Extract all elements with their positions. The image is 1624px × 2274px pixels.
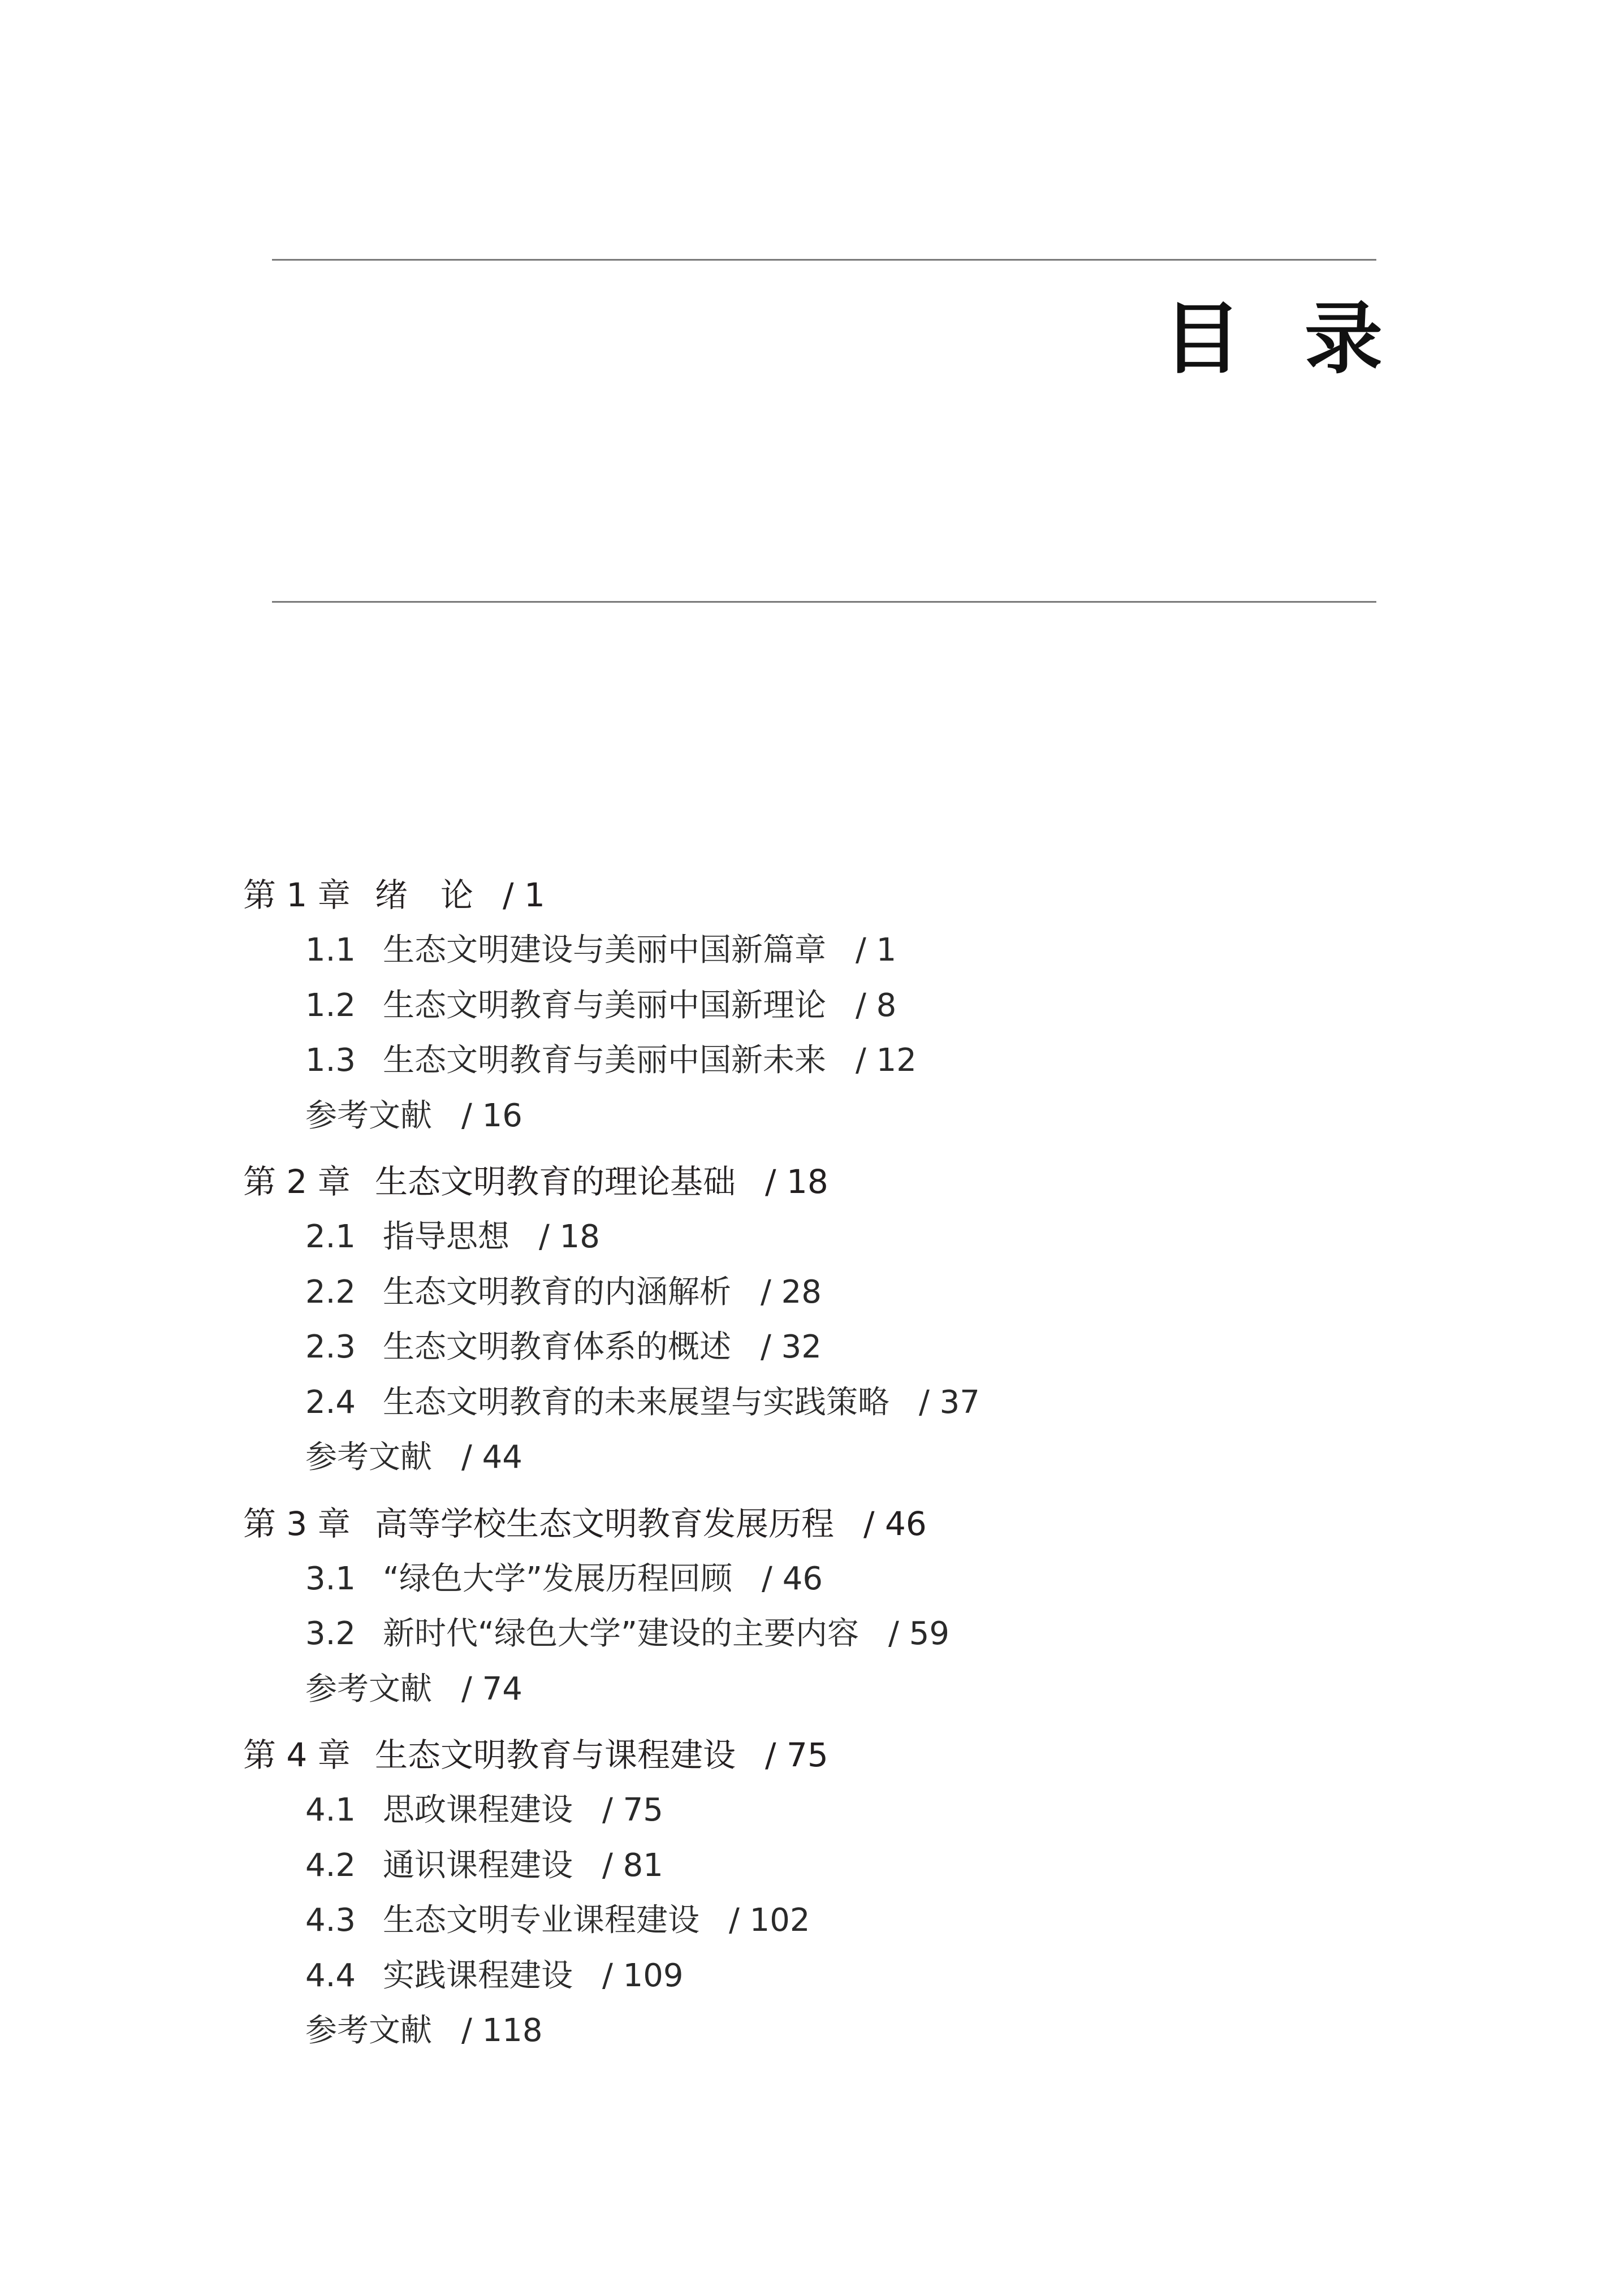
section-title: 生态文明教育与美丽中国新理论 <box>383 987 826 1024</box>
chapter-number: 第 3 章 <box>243 1504 351 1543</box>
references-label: 参考文献 <box>305 1439 432 1476</box>
section-page: / 75 <box>602 1792 663 1828</box>
references-label: 参考文献 <box>305 2012 432 2049</box>
section-page: / 37 <box>919 1384 980 1421</box>
chapter-heading[interactable] <box>243 868 1431 923</box>
section-page: / 1 <box>856 932 897 969</box>
section-entry[interactable] <box>243 1033 1431 1088</box>
section-number: 3.2 <box>305 1615 356 1652</box>
chapter-number: 第 2 章 <box>243 1162 351 1201</box>
references-entry[interactable] <box>243 1088 1431 1144</box>
section-entry[interactable] <box>243 978 1431 1034</box>
section-entry[interactable] <box>243 1606 1431 1662</box>
chapter-title: 绪 论 <box>375 876 474 914</box>
chapter-page: / 46 <box>863 1504 927 1543</box>
section-entry[interactable] <box>243 1783 1431 1838</box>
section-entry[interactable] <box>243 1209 1431 1265</box>
chapter-title: 生态文明教育的理论基础 <box>375 1162 736 1201</box>
section-number: 1.3 <box>305 1042 356 1079</box>
chapter-heading[interactable] <box>243 1155 1431 1209</box>
section-page: / 32 <box>761 1329 822 1365</box>
references-entry[interactable] <box>243 2003 1431 2059</box>
section-entry[interactable] <box>243 1265 1431 1320</box>
section-entry[interactable] <box>243 1838 1431 1893</box>
section-page: / 8 <box>856 987 897 1024</box>
bottom-divider <box>272 601 1376 603</box>
section-page: / 118 <box>461 2012 543 2049</box>
section-number: 4.3 <box>305 1902 356 1939</box>
section-page: / 16 <box>461 1097 522 1134</box>
section-page: / 109 <box>602 1957 684 1994</box>
section-title: 生态文明教育与美丽中国新未来 <box>383 1042 826 1079</box>
section-page: / 81 <box>602 1847 663 1884</box>
section-number: 2.3 <box>305 1329 356 1365</box>
section-title: 生态文明教育体系的概述 <box>383 1329 731 1365</box>
chapter-heading[interactable] <box>243 1497 1431 1551</box>
toc-chapter <box>243 1155 1431 1485</box>
section-number: 4.1 <box>305 1792 356 1828</box>
section-number: 1.1 <box>305 932 356 969</box>
chapter-number: 第 1 章 <box>243 876 351 914</box>
section-title: 生态文明建设与美丽中国新篇章 <box>383 932 826 969</box>
chapter-title: 生态文明教育与课程建设 <box>375 1736 736 1774</box>
table-of-contents <box>243 868 1431 2070</box>
section-page: / 59 <box>888 1615 949 1652</box>
title-char-2: 录 <box>1305 293 1383 384</box>
section-entry[interactable] <box>243 1551 1431 1607</box>
section-title: 实践课程建设 <box>383 1957 573 1994</box>
section-page: / 44 <box>461 1439 522 1476</box>
toc-chapter <box>243 868 1431 1143</box>
chapter-page: / 1 <box>503 876 545 914</box>
references-label: 参考文献 <box>305 1097 432 1134</box>
chapter-page: / 18 <box>765 1162 828 1201</box>
toc-chapter <box>243 1728 1431 2059</box>
section-number: 4.2 <box>305 1847 356 1884</box>
section-page: / 74 <box>461 1670 522 1707</box>
references-entry[interactable] <box>243 1430 1431 1485</box>
section-number: 1.2 <box>305 987 356 1024</box>
section-entry[interactable] <box>243 1320 1431 1375</box>
section-title: 通识课程建设 <box>383 1847 573 1884</box>
section-page: / 102 <box>729 1902 810 1939</box>
section-number: 2.4 <box>305 1384 356 1421</box>
section-title: 生态文明专业课程建设 <box>383 1902 699 1939</box>
section-entry[interactable] <box>243 1375 1431 1430</box>
section-title: 指导思想 <box>383 1218 509 1255</box>
section-title: 新时代“绿色大学”建设的主要内容 <box>383 1615 859 1652</box>
section-title: 生态文明教育的未来展望与实践策略 <box>383 1384 889 1421</box>
chapter-heading[interactable] <box>243 1728 1431 1783</box>
section-page: / 12 <box>856 1042 917 1079</box>
section-page: / 46 <box>762 1560 823 1597</box>
chapter-title: 高等学校生态文明教育发展历程 <box>375 1504 835 1543</box>
references-label: 参考文献 <box>305 1670 432 1707</box>
section-entry[interactable] <box>243 1948 1431 2004</box>
toc-chapter <box>243 1497 1431 1717</box>
section-title: 思政课程建设 <box>383 1792 573 1828</box>
top-divider <box>272 259 1376 261</box>
chapter-number: 第 4 章 <box>243 1736 351 1774</box>
section-entry[interactable] <box>243 1893 1431 1948</box>
section-number: 2.2 <box>305 1273 356 1311</box>
section-number: 3.1 <box>305 1560 356 1597</box>
section-number: 4.4 <box>305 1957 356 1994</box>
section-number: 2.1 <box>305 1218 356 1255</box>
title-char-1: 目 <box>1163 293 1242 384</box>
chapter-page: / 75 <box>765 1736 828 1774</box>
section-title: “绿色大学”发展历程回顾 <box>383 1560 733 1597</box>
section-page: / 28 <box>761 1273 822 1311</box>
page-title <box>1163 291 1383 387</box>
section-entry[interactable] <box>243 923 1431 978</box>
section-title: 生态文明教育的内涵解析 <box>383 1273 731 1311</box>
section-page: / 18 <box>539 1218 600 1255</box>
references-entry[interactable] <box>243 1662 1431 1717</box>
